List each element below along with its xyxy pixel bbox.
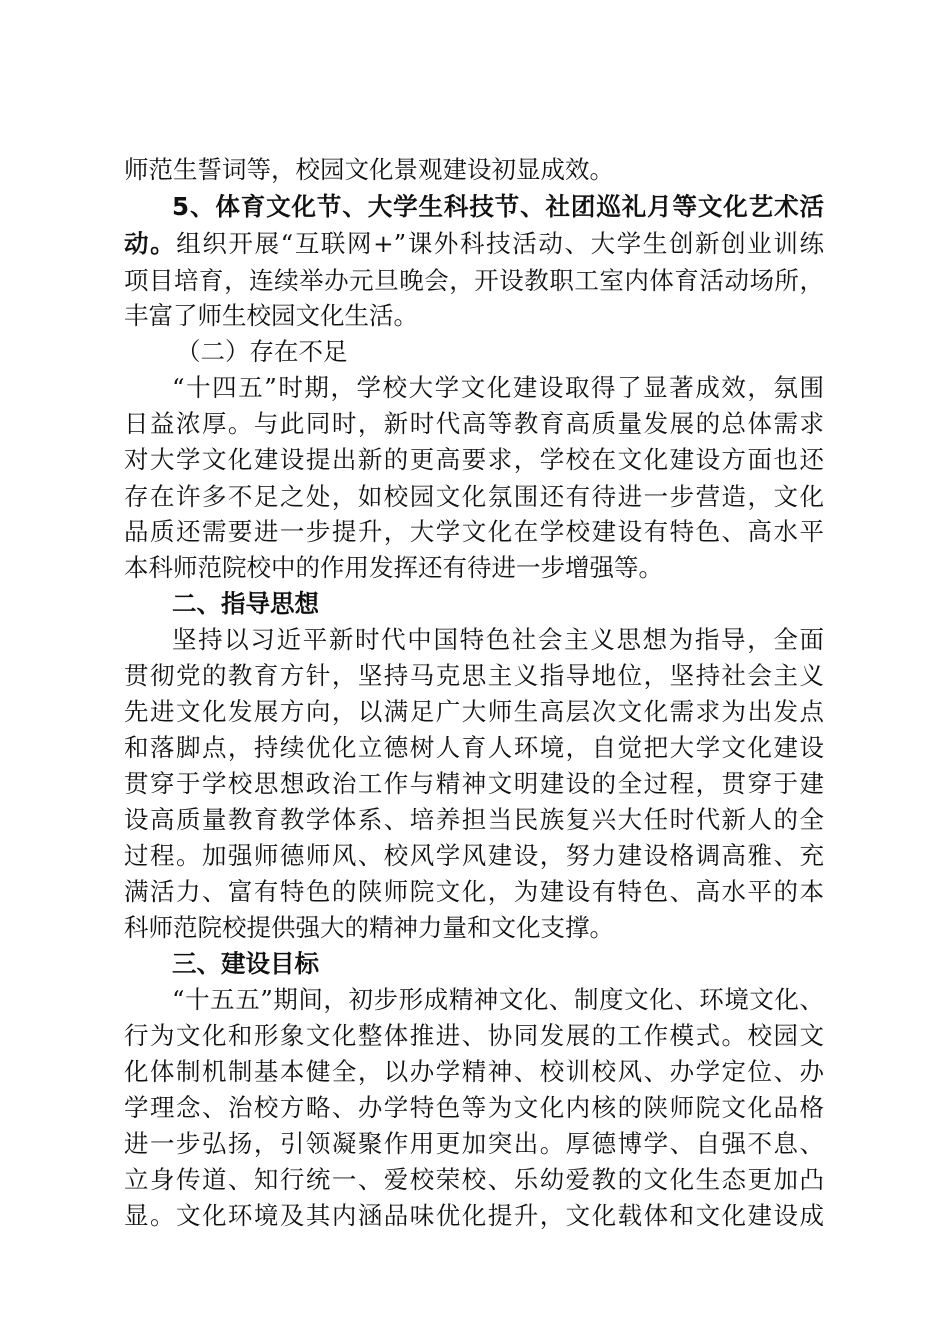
paragraph-line: 化体制机制基本健全，以办学精神、校训校风、办学定位、办 [124, 1057, 824, 1086]
paragraph-line: “十五五”期间，初步形成精神文化、制度文化、环境文化、 [172, 985, 824, 1014]
section-heading: 三、建设目标 [172, 949, 319, 978]
paragraph-line: 行为文化和形象文化整体推进、协同发展的工作模式。校园文 [124, 1021, 824, 1050]
paragraph-line: 项目培育，连续举办元旦晚会，开设教职工室内体育活动场所， [124, 266, 824, 295]
paragraph-line [124, 226, 824, 262]
paragraph-line: 师范生誓词等，校园文化景观建设初显成效。 [124, 155, 614, 184]
paragraph-line: 设高质量教育教学体系、培养担当民族复兴大任时代新人的全 [124, 805, 824, 834]
section-heading-line: 5、体育文化节、大学生科技节、社团巡礼月等文化艺术活 [172, 192, 824, 221]
paragraph-line: “十四五”时期，学校大学文化建设取得了显著成效，氛围 [172, 373, 824, 402]
section-heading: 二、指导思想 [172, 589, 319, 618]
paragraph-line: 进一步弘扬，引领凝聚作用更加突出。厚德博学、自强不息、 [124, 1129, 824, 1158]
paragraph-line: 先进文化发展方向，以满足广大师生高层次文化需求为出发点 [124, 697, 824, 726]
paragraph-line: 和落脚点，持续优化立德树人育人环境，自觉把大学文化建设 [124, 733, 824, 762]
paragraph-line: 坚持以习近平新时代中国特色社会主义思想为指导，全面 [172, 625, 824, 654]
paragraph-line: 丰富了师生校园文化生活。 [124, 301, 418, 330]
paragraph-line: 本科师范院校中的作用发挥还有待进一步增强等。 [124, 553, 663, 582]
subsection-heading: （二）存在不足 [176, 337, 348, 366]
section-heading-tail: 动。 [124, 229, 177, 258]
paragraph-line: 立身传道、知行统一、爱校荣校、乐幼爱教的文化生态更加凸 [124, 1165, 824, 1194]
paragraph-line: 贯彻党的教育方针，坚持马克思主义指导地位，坚持社会主义 [124, 661, 824, 690]
paragraph-line: 科师范院校提供强大的精神力量和文化支撑。 [124, 913, 614, 942]
paragraph-line: 过程。加强师德师风、校风学风建设，努力建设格调高雅、充 [124, 841, 824, 870]
paragraph-line: 对大学文化建设提出新的更高要求，学校在文化建设方面也还 [124, 445, 824, 474]
paragraph-line: 存在许多不足之处，如校园文化氛围还有待进一步营造，文化 [124, 482, 824, 511]
paragraph-line: 日益浓厚。与此同时，新时代高等教育高质量发展的总体需求 [124, 409, 824, 438]
paragraph-text: 组织开展“互联网+”课外科技活动、大学生创新创业训练 [176, 229, 824, 258]
paragraph-line: 显。文化环境及其内涵品味优化提升，文化载体和文化建设成 [124, 1201, 824, 1230]
paragraph-line: 满活力、富有特色的陕师院文化，为建设有特色、高水平的本 [124, 877, 824, 906]
paragraph-line: 贯穿于学校思想政治工作与精神文明建设的全过程，贯穿于建 [124, 769, 824, 798]
paragraph-line: 学理念、治校方略、办学特色等为文化内核的陕师院文化品格 [124, 1093, 824, 1122]
paragraph-line: 品质还需要进一步提升，大学文化在学校建设有特色、高水平 [124, 517, 824, 546]
